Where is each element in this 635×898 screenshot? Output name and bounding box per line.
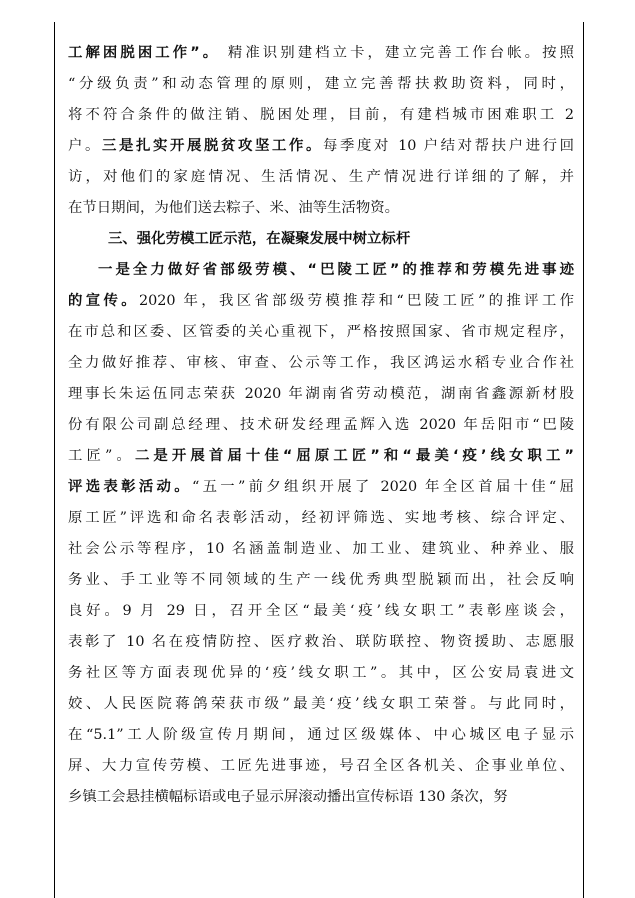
text-run: 务社区等方面表现优异的‘疫’线女职工”。其中，区公安局袁进文 — [68, 665, 574, 681]
document-body — [68, 38, 574, 813]
text-line — [68, 193, 574, 224]
text-run: 将不符合条件的做注销、脱困处理，目前，有建档城市困难职工 2 — [68, 107, 574, 123]
paragraph — [68, 38, 574, 224]
text-line — [68, 658, 574, 689]
text-line — [68, 472, 574, 503]
text-line — [68, 224, 574, 255]
text-line — [68, 69, 574, 100]
text-line — [68, 162, 574, 193]
bold-phrase: 三、强化劳模工匠示范，在凝聚发展中树立标杆 — [108, 231, 411, 247]
text-run: 份有限公司副总经理、技术研发经理孟辉入选 2020 年岳阳市“巴陵 — [68, 417, 574, 433]
text-line — [68, 131, 574, 162]
text-run: 户。 — [68, 138, 102, 154]
text-line — [68, 348, 574, 379]
bold-phrase: 工解困脱困工作”。 — [68, 45, 221, 61]
text-run: 乡镇工会悬挂横幅标语或电子显示屏滚动播出宣传标语 130 条次，努 — [68, 789, 508, 805]
text-run: 在市总和区委、区管委的关心重视下，严格按照国家、省市规定程序， — [68, 324, 574, 340]
text-line — [68, 596, 574, 627]
bold-phrase: 一是全力做好省部级劳模、“巴陵工匠”的推荐和劳模先进事迹 — [98, 262, 574, 278]
text-line — [68, 379, 574, 410]
text-line — [68, 751, 574, 782]
text-run: 在“5.1”工人阶级宣传月期间，通过区级媒体、中心城区电子显示 — [68, 727, 574, 743]
text-run: 表彰了 10 名在疫情防控、医疗救治、联防联控、物资援助、志愿服 — [68, 634, 574, 650]
bold-phrase: 三是扎实开展脱贫攻坚工作。 — [102, 138, 323, 154]
text-line — [68, 627, 574, 658]
text-run: 精准识别建档立卡，建立完善工作台帐。按照 — [220, 45, 574, 61]
text-run: “五一”前夕组织开展了 2020 年全区首届十佳“屈 — [191, 479, 574, 495]
text-run: 每季度对 10 户结对帮扶户进行回 — [322, 138, 574, 154]
bold-phrase: 二是开展首届十佳“屈原工匠”和“最美‘疫’线女职工” — [134, 448, 574, 464]
bold-phrase: 的宣传。 — [68, 293, 139, 309]
text-run: 全力做好推荐、审核、审查、公示等工作，我区鸿运水稻专业合作社 — [68, 355, 574, 371]
text-line — [68, 317, 574, 348]
text-run: 社会公示等程序，10 名涵盖制造业、加工业、建筑业、种养业、服 — [68, 541, 574, 557]
text-run: 2020 年，我区省部级劳模推荐和“巴陵工匠”的推评工作 — [138, 293, 574, 309]
text-run: “分级负责”和动态管理的原则，建立完善帮扶救助资料，同时， — [68, 76, 574, 92]
text-run: 工匠”。 — [68, 448, 135, 464]
text-line — [68, 689, 574, 720]
text-run: 理事长朱运伍同志荣获 2020 年湖南省劳动模范，湖南省鑫源新材股 — [68, 386, 574, 402]
text-run: 务业、手工业等不同领域的生产一线优秀典型脱颖而出，社会反响 — [68, 572, 574, 588]
text-line — [68, 441, 574, 472]
text-run: 访，对他们的家庭情况、生活情况、生产情况进行详细的了解，并 — [68, 169, 574, 185]
text-line — [68, 782, 574, 813]
text-line — [68, 565, 574, 596]
text-run: 原工匠”评选和命名表彰活动，经初评筛选、实地考核、综合评定、 — [68, 510, 574, 526]
text-run: 屏、大力宣传劳模、工匠先进事迹，号召全区各机关、企事业单位、 — [68, 758, 574, 774]
text-line — [68, 255, 574, 286]
text-line — [68, 534, 574, 565]
text-line — [68, 100, 574, 131]
paragraph — [68, 255, 574, 813]
text-line — [68, 503, 574, 534]
text-run: 在节日期间，为他们送去粽子、米、油等生活物资。 — [68, 200, 399, 216]
text-line — [68, 410, 574, 441]
section-heading — [68, 224, 574, 255]
text-run: 良好。9 月 29 日，召开全区“最美‘疫’线女职工”表彰座谈会， — [68, 603, 574, 619]
text-line — [68, 720, 574, 751]
text-run: 姣、人民医院蒋鸽荣获市级”最美‘疫’线女职工荣誉。与此同时， — [68, 696, 574, 712]
bold-phrase: 评选表彰活动。 — [68, 479, 192, 495]
text-line — [68, 286, 574, 317]
text-line — [68, 38, 574, 69]
